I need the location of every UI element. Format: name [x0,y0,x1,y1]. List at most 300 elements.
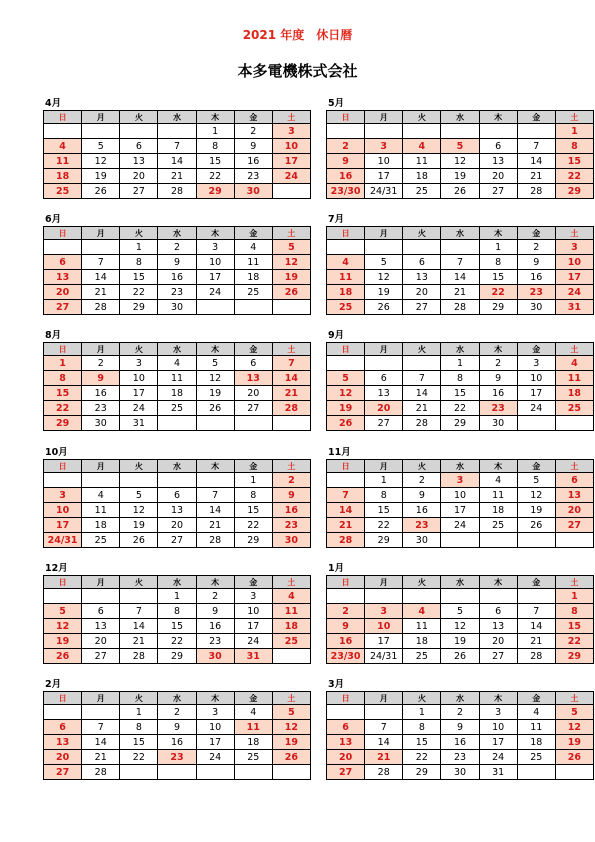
empty-day-cell [555,533,593,548]
month-table [43,110,311,199]
day-cell: 10 [365,619,403,634]
weekday-header: 月 [365,576,403,589]
day-cell: 5 [517,473,555,488]
day-cell: 24/31 [365,184,403,199]
empty-day-cell [441,124,479,139]
month-label: 9月 [328,330,345,341]
day-cell: 21 [441,285,479,300]
day-cell: 12 [82,154,120,169]
day-cell: 15 [196,154,234,169]
month-label: 7月 [328,214,345,225]
day-cell: 7 [158,139,196,154]
month-table [43,459,311,548]
day-cell: 7 [327,488,365,503]
day-cell: 2 [479,356,517,371]
week-row [44,604,311,619]
day-cell: 27 [44,765,82,780]
day-cell: 15 [555,619,593,634]
weekday-header: 水 [441,576,479,589]
empty-day-cell [272,184,310,199]
day-cell: 4 [555,356,593,371]
day-cell: 28 [82,300,120,315]
day-cell: 1 [441,356,479,371]
day-cell: 22 [196,169,234,184]
day-cell: 22 [158,634,196,649]
day-cell: 23 [479,401,517,416]
day-cell: 23 [82,401,120,416]
day-cell: 11 [403,154,441,169]
weekday-header: 月 [82,460,120,473]
day-cell: 21 [365,750,403,765]
day-cell: 22 [555,634,593,649]
month-label: 3月 [328,679,345,690]
weekday-header: 土 [555,343,593,356]
week-row [327,401,594,416]
day-cell: 22 [479,285,517,300]
day-cell: 17 [44,518,82,533]
empty-day-cell [272,649,310,664]
month-table [326,691,594,780]
day-cell: 19 [82,169,120,184]
day-cell: 27 [234,401,272,416]
day-cell: 12 [555,720,593,735]
day-cell: 25 [403,649,441,664]
day-cell: 20 [403,285,441,300]
weekday-header: 金 [517,343,555,356]
day-cell: 29 [441,416,479,431]
empty-day-cell [365,240,403,255]
day-cell: 21 [120,634,158,649]
day-cell: 26 [82,184,120,199]
day-cell: 2 [441,705,479,720]
empty-day-cell [82,240,120,255]
weekday-header: 木 [196,343,234,356]
month-calendar [43,447,311,548]
day-cell: 19 [365,285,403,300]
weekday-header: 日 [327,692,365,705]
day-cell: 2 [158,705,196,720]
day-cell: 29 [234,533,272,548]
day-cell: 31 [555,300,593,315]
day-cell: 1 [196,124,234,139]
week-row [327,720,594,735]
day-cell: 13 [82,619,120,634]
empty-day-cell [517,589,555,604]
day-cell: 29 [365,533,403,548]
week-row [44,488,311,503]
week-row [44,154,311,169]
weekday-header: 月 [82,227,120,240]
day-cell: 4 [44,139,82,154]
week-row [327,300,594,315]
day-cell: 1 [44,356,82,371]
day-cell: 1 [403,705,441,720]
day-cell: 18 [44,169,82,184]
day-cell: 13 [365,386,403,401]
day-cell: 20 [365,401,403,416]
weekday-header: 木 [196,227,234,240]
day-cell: 30 [196,649,234,664]
day-cell: 9 [234,139,272,154]
day-cell: 26 [441,649,479,664]
day-cell: 15 [158,619,196,634]
month-label: 1月 [328,563,345,574]
empty-day-cell [120,124,158,139]
day-cell: 2 [327,139,365,154]
day-cell: 3 [272,124,310,139]
day-cell: 11 [158,371,196,386]
day-cell: 21 [82,750,120,765]
day-cell: 16 [479,386,517,401]
day-cell: 14 [327,503,365,518]
day-cell: 29 [479,300,517,315]
weekday-header: 木 [196,692,234,705]
day-cell: 11 [517,720,555,735]
day-cell: 5 [196,356,234,371]
weekday-header: 水 [441,111,479,124]
day-cell: 23/30 [327,184,365,199]
day-cell: 13 [158,503,196,518]
week-row [44,356,311,371]
day-cell: 8 [158,604,196,619]
empty-day-cell [44,589,82,604]
day-cell: 10 [365,154,403,169]
day-cell: 16 [82,386,120,401]
empty-day-cell [365,589,403,604]
empty-day-cell [327,356,365,371]
day-cell: 17 [365,634,403,649]
month-calendar [43,98,311,199]
day-cell: 23 [272,518,310,533]
day-cell: 18 [403,634,441,649]
day-cell: 23 [158,750,196,765]
day-cell: 8 [403,720,441,735]
day-cell: 2 [158,240,196,255]
month-table [43,226,311,315]
day-cell: 6 [44,720,82,735]
day-cell: 16 [327,169,365,184]
day-cell: 12 [441,619,479,634]
weekday-header: 火 [120,460,158,473]
day-cell: 18 [327,285,365,300]
day-cell: 25 [158,401,196,416]
day-cell: 9 [272,488,310,503]
week-row [327,533,594,548]
empty-day-cell [120,589,158,604]
day-cell: 15 [120,735,158,750]
day-cell: 24/31 [365,649,403,664]
weekday-header: 木 [479,227,517,240]
day-cell: 12 [365,270,403,285]
weekday-header: 土 [555,111,593,124]
day-cell: 3 [365,139,403,154]
week-row [327,154,594,169]
month-calendar [326,679,594,780]
day-cell: 13 [120,154,158,169]
day-cell: 23 [517,285,555,300]
day-cell: 13 [234,371,272,386]
week-row [327,649,594,664]
day-cell: 9 [403,488,441,503]
day-cell: 5 [120,488,158,503]
day-cell: 21 [403,401,441,416]
day-cell: 5 [365,255,403,270]
month-label: 5月 [328,98,345,109]
empty-day-cell [327,473,365,488]
day-cell: 6 [555,473,593,488]
day-cell: 5 [272,705,310,720]
day-cell: 27 [555,518,593,533]
day-cell: 26 [44,649,82,664]
day-cell: 3 [517,356,555,371]
day-cell: 26 [555,750,593,765]
day-cell: 24 [517,401,555,416]
day-cell: 20 [158,518,196,533]
day-cell: 14 [517,154,555,169]
day-cell: 9 [82,371,120,386]
day-cell: 22 [44,401,82,416]
week-row [327,169,594,184]
day-cell: 31 [479,765,517,780]
day-cell: 5 [441,604,479,619]
day-cell: 29 [403,765,441,780]
day-cell: 24/31 [44,533,82,548]
day-cell: 1 [234,473,272,488]
weekday-header: 日 [327,460,365,473]
empty-day-cell [403,240,441,255]
week-row [327,765,594,780]
week-row [327,473,594,488]
empty-day-cell [365,124,403,139]
day-cell: 4 [517,705,555,720]
month-calendar [326,98,594,199]
weekday-header: 金 [517,692,555,705]
day-cell: 3 [196,705,234,720]
empty-day-cell [517,124,555,139]
day-cell: 4 [403,139,441,154]
day-cell: 18 [82,518,120,533]
weekday-header: 月 [365,692,403,705]
day-cell: 14 [517,619,555,634]
weekday-header: 土 [555,576,593,589]
weekday-header: 木 [196,460,234,473]
day-cell: 26 [120,533,158,548]
weekday-header-row [327,460,594,473]
weekday-header: 日 [327,343,365,356]
day-cell: 14 [403,386,441,401]
day-cell: 23/30 [327,649,365,664]
day-cell: 11 [272,604,310,619]
day-cell: 15 [403,735,441,750]
weekday-header: 日 [327,576,365,589]
weekday-header: 金 [517,576,555,589]
day-cell: 23 [441,750,479,765]
day-cell: 19 [272,735,310,750]
day-cell: 28 [272,401,310,416]
day-cell: 10 [44,503,82,518]
empty-day-cell [44,473,82,488]
month-table [43,342,311,431]
day-cell: 15 [44,386,82,401]
month-label: 11月 [328,447,351,458]
week-row [44,619,311,634]
day-cell: 10 [555,255,593,270]
day-cell: 17 [479,735,517,750]
day-cell: 16 [158,735,196,750]
weekday-header-row [327,343,594,356]
day-cell: 12 [327,386,365,401]
day-cell: 20 [479,634,517,649]
weekday-header: 水 [158,343,196,356]
day-cell: 6 [403,255,441,270]
weekday-header: 日 [327,227,365,240]
day-cell: 8 [555,604,593,619]
day-cell: 25 [479,518,517,533]
day-cell: 17 [555,270,593,285]
day-cell: 7 [120,604,158,619]
day-cell: 1 [158,589,196,604]
weekday-header: 日 [44,111,82,124]
day-cell: 23 [234,169,272,184]
weekday-header: 日 [327,111,365,124]
day-cell: 2 [517,240,555,255]
day-cell: 22 [403,750,441,765]
week-row [327,619,594,634]
weekday-header: 火 [403,692,441,705]
day-cell: 29 [196,184,234,199]
week-row [44,285,311,300]
weekday-header: 日 [44,460,82,473]
day-cell: 5 [44,604,82,619]
empty-day-cell [158,473,196,488]
day-cell: 17 [196,270,234,285]
week-row [327,750,594,765]
day-cell: 12 [120,503,158,518]
week-row [44,416,311,431]
day-cell: 14 [120,619,158,634]
week-row [327,604,594,619]
day-cell: 15 [365,503,403,518]
month-table [43,575,311,664]
empty-day-cell [327,589,365,604]
week-row [44,300,311,315]
month-calendar [43,214,311,315]
empty-day-cell [196,416,234,431]
day-cell: 9 [327,154,365,169]
day-cell: 26 [517,518,555,533]
day-cell: 21 [196,518,234,533]
month-calendar [43,679,311,780]
empty-day-cell [327,240,365,255]
empty-day-cell [365,705,403,720]
weekday-header-row [44,460,311,473]
day-cell: 7 [82,255,120,270]
week-row [327,705,594,720]
month-label: 2月 [45,679,62,690]
day-cell: 7 [517,604,555,619]
day-cell: 22 [234,518,272,533]
day-cell: 24 [196,750,234,765]
weekday-header: 火 [403,460,441,473]
day-cell: 14 [82,735,120,750]
empty-day-cell [517,765,555,780]
day-cell: 20 [327,750,365,765]
weekday-header: 土 [555,460,593,473]
day-cell: 2 [82,356,120,371]
day-cell: 18 [234,735,272,750]
day-cell: 8 [120,720,158,735]
day-cell: 21 [517,169,555,184]
day-cell: 24 [234,634,272,649]
weekday-header: 火 [403,343,441,356]
day-cell: 8 [234,488,272,503]
day-cell: 4 [479,473,517,488]
empty-day-cell [441,240,479,255]
day-cell: 9 [441,720,479,735]
day-cell: 6 [479,604,517,619]
weekday-header: 火 [120,227,158,240]
day-cell: 21 [517,634,555,649]
empty-day-cell [234,765,272,780]
month-table [326,110,594,199]
empty-day-cell [82,589,120,604]
empty-day-cell [403,124,441,139]
day-cell: 13 [327,735,365,750]
day-cell: 10 [479,720,517,735]
empty-day-cell [441,589,479,604]
day-cell: 14 [441,270,479,285]
day-cell: 7 [517,139,555,154]
day-cell: 17 [234,619,272,634]
day-cell: 11 [234,720,272,735]
week-row [327,255,594,270]
day-cell: 26 [272,750,310,765]
day-cell: 16 [196,619,234,634]
day-cell: 7 [82,720,120,735]
empty-day-cell [120,765,158,780]
company-name: 本多電機株式会社 [237,62,358,80]
day-cell: 1 [120,240,158,255]
weekday-header: 火 [120,111,158,124]
weekday-header: 月 [82,692,120,705]
day-cell: 26 [441,184,479,199]
weekday-header: 金 [517,227,555,240]
day-cell: 19 [120,518,158,533]
day-cell: 20 [479,169,517,184]
day-cell: 25 [82,533,120,548]
week-row [44,533,311,548]
day-cell: 27 [158,533,196,548]
week-row [327,735,594,750]
day-cell: 8 [196,139,234,154]
day-cell: 29 [158,649,196,664]
week-row [44,401,311,416]
day-cell: 30 [441,765,479,780]
day-cell: 23 [196,634,234,649]
day-cell: 19 [555,735,593,750]
month-label: 10月 [45,447,68,458]
day-cell: 8 [120,255,158,270]
day-cell: 28 [82,765,120,780]
weekday-header-row [44,111,311,124]
day-cell: 20 [44,750,82,765]
day-cell: 4 [158,356,196,371]
week-row [44,518,311,533]
day-cell: 25 [517,750,555,765]
day-cell: 9 [479,371,517,386]
day-cell: 16 [234,154,272,169]
day-cell: 11 [44,154,82,169]
